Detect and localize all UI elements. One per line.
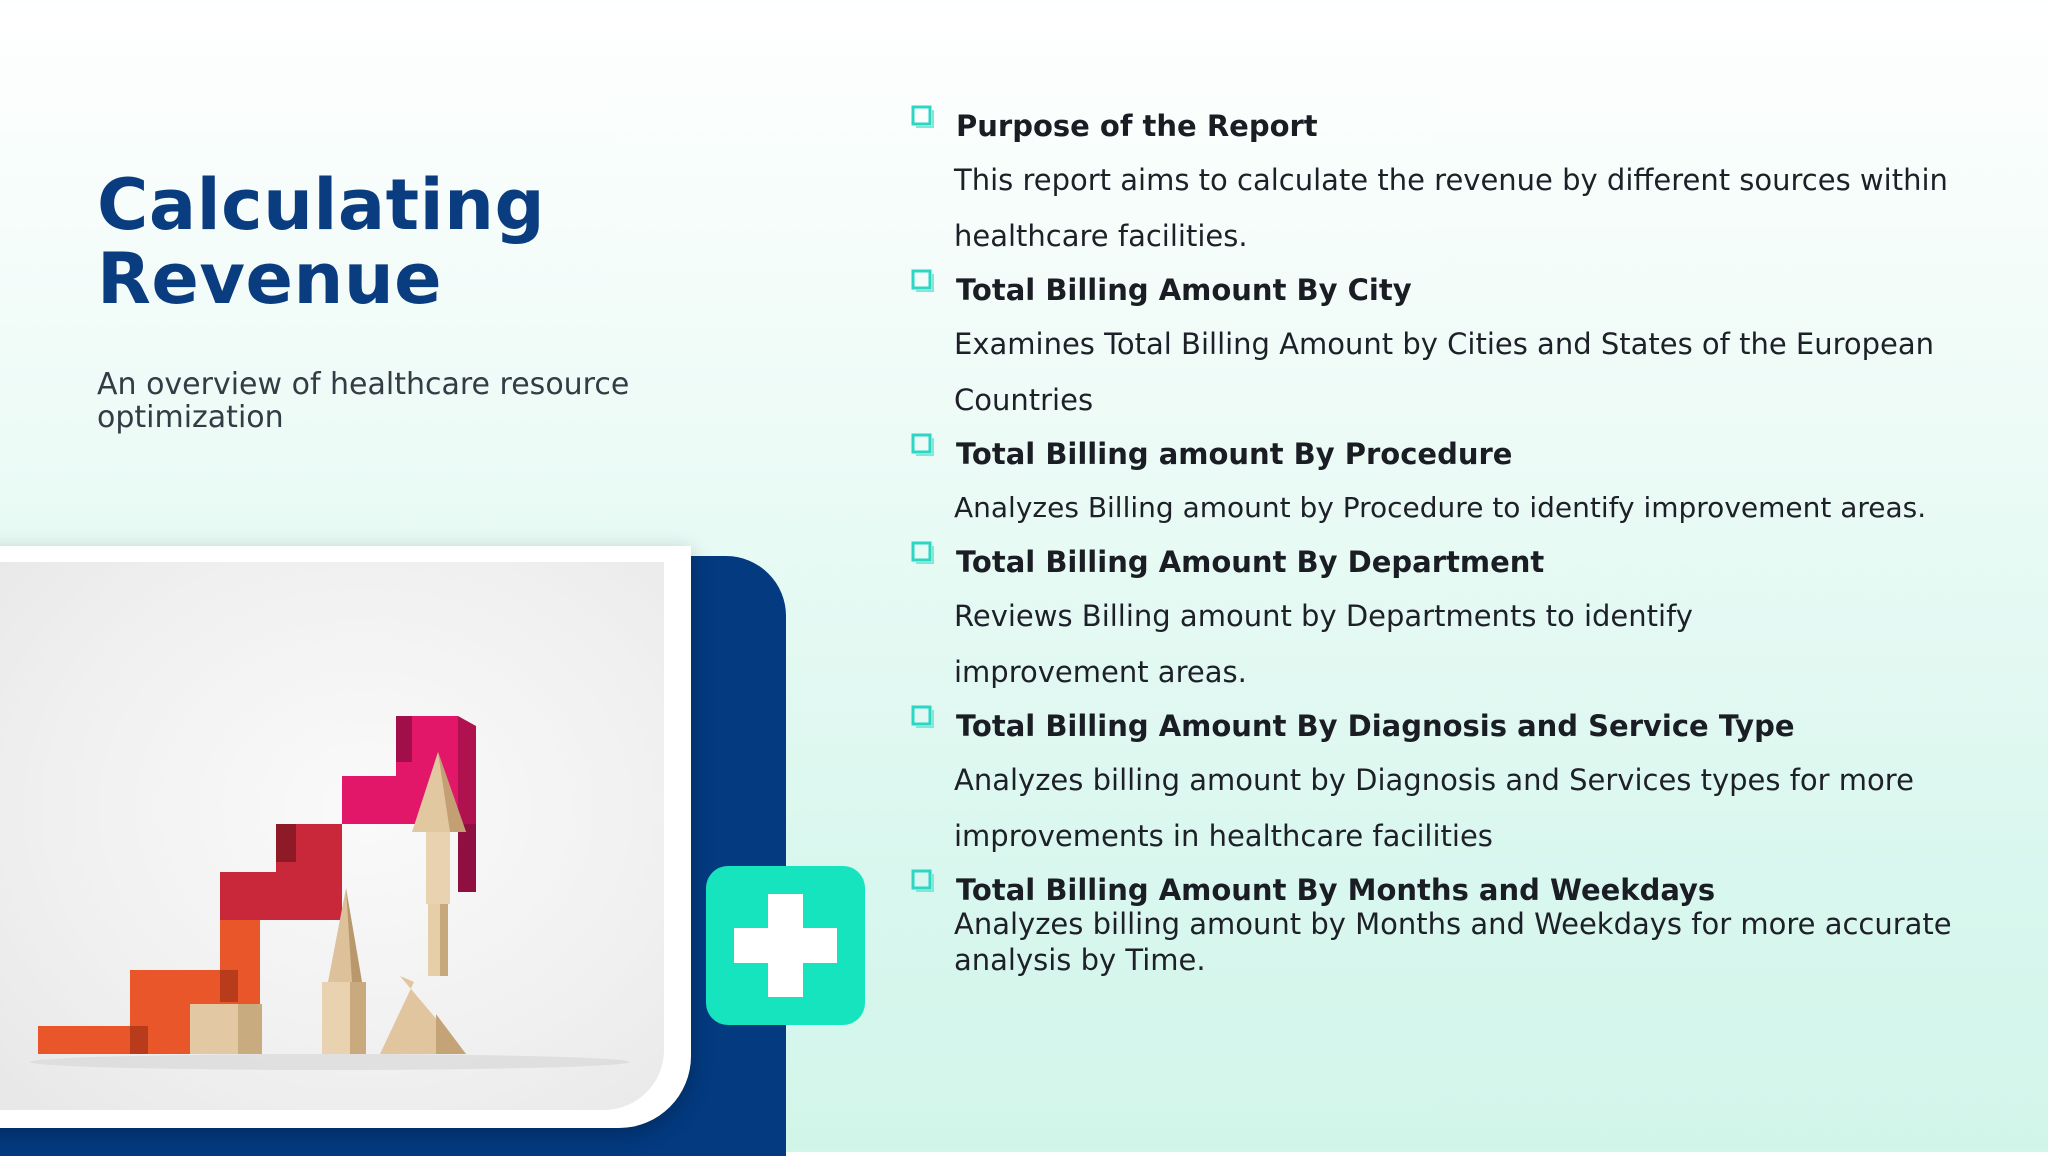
checkbox-bullet-icon [910,869,936,895]
medical-cross-icon [706,866,865,1025]
medical-cross-badge [706,866,865,1025]
item-description: This report aims to calculate the revenue by different sources within healthcare facilities. [954,163,1948,253]
item-description: Analyzes billing amount by Diagnosis and Services types for more improvements in healthcare facilities [954,763,1914,853]
report-topics-list [910,100,2020,978]
checkbox-bullet-icon [910,433,936,459]
title-line-1: Calculating [97,164,546,246]
item-title: Total Billing amount By Procedure [956,437,1513,471]
item-title: Total Billing Amount By Department [956,545,1545,579]
slide-subtitle: An overview of healthcare resource optimization [97,367,630,435]
list-item [910,428,2020,536]
checkbox-bullet-icon [910,269,936,295]
item-title: Total Billing Amount By City [956,273,1412,307]
growth-stairs-blocks-image [0,562,664,1110]
item-title: Total Billing Amount By Diagnosis and Service Type [956,709,1795,743]
list-item [910,536,2020,700]
stairs-illustration [0,562,664,1110]
checkbox-bullet-icon [910,541,936,567]
item-description: Analyzes Billing amount by Procedure to identify improvement areas. [954,491,1927,524]
checkbox-bullet-icon [910,105,936,131]
title-line-2: Revenue [97,238,443,320]
item-description: Reviews Billing amount by Departments to identify improvement areas. [954,599,1693,689]
item-description: Examines Total Billing Amount by Cities and States of the European Countries [954,327,1935,417]
list-item [910,864,2020,978]
photo-card [0,546,691,1128]
item-title: Total Billing Amount By Months and Weekdays [956,873,1716,907]
list-item [910,264,2020,428]
item-description: Analyzes billing amount by Months and Weekdays for more accurate analysis by Time. [954,907,1952,977]
checkbox-bullet-icon [910,705,936,731]
item-title: Purpose of the Report [956,109,1318,143]
list-item [910,100,2020,264]
list-item [910,700,2020,864]
slide-title [97,164,697,320]
